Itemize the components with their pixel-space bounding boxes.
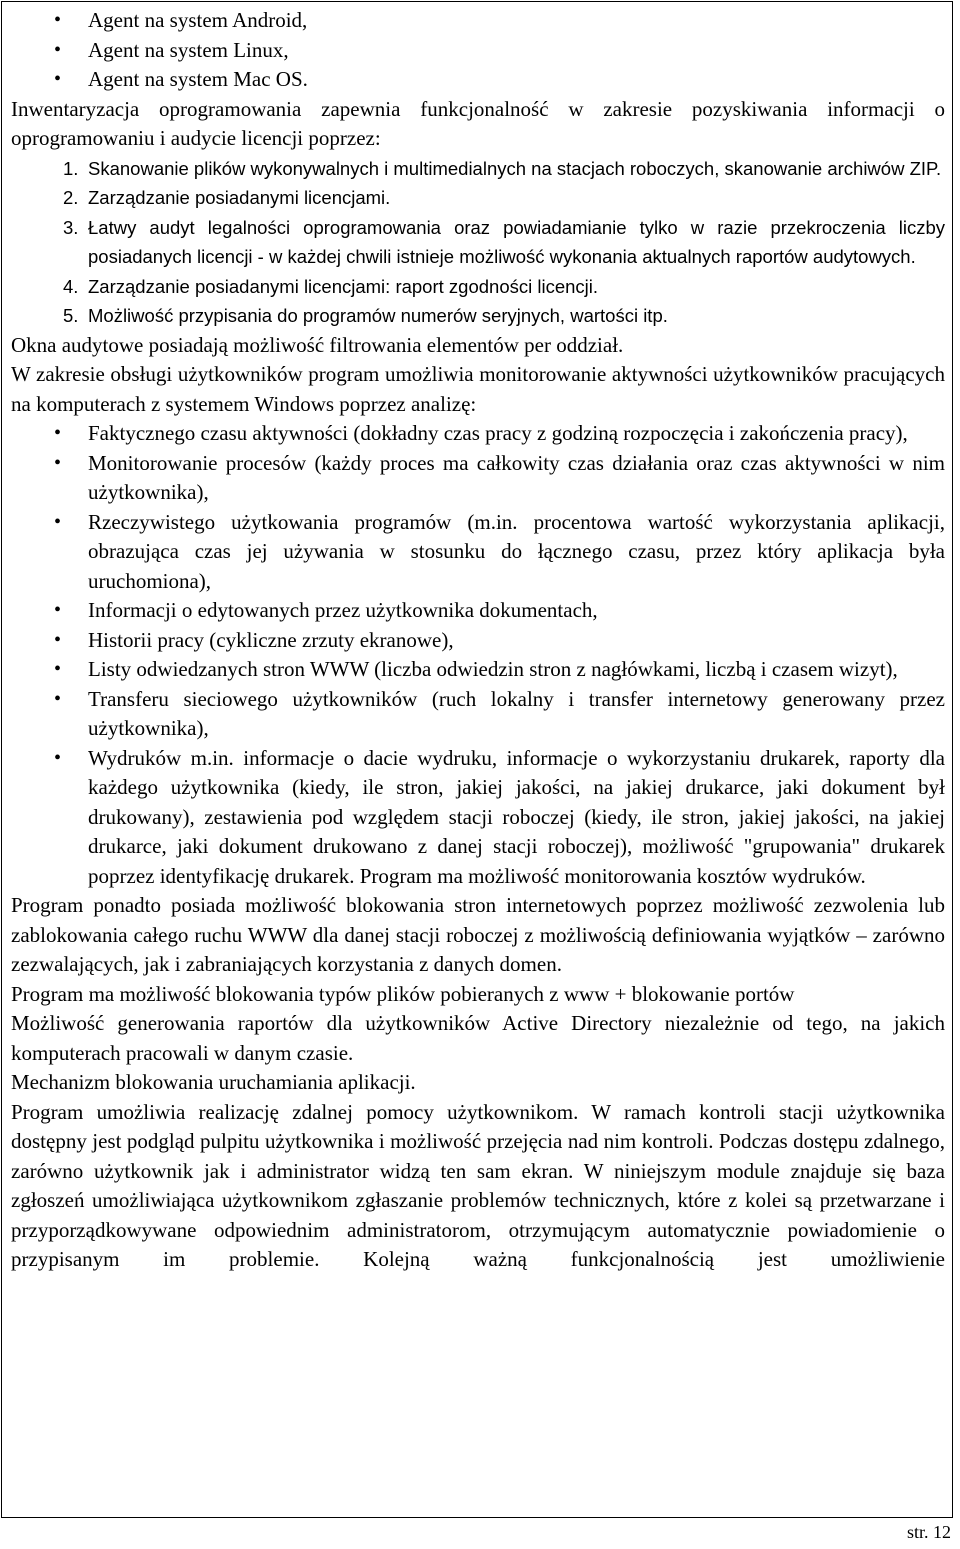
item-text: Skanowanie plików wykonywalnych i multimedialnych na stacjach roboczych, skanowanie archiwów ZIP. <box>88 157 942 179</box>
page-frame <box>1 1 953 1518</box>
item-number: 4. <box>63 275 79 297</box>
app-blocking-paragraph: Mechanizm blokowania uruchamiania aplikacji. <box>11 1070 416 1094</box>
list-item: • Monitorowanie procesów (każdy proces ma całkowity czas działania oraz czas aktywności w nim użytkownika), <box>11 449 945 508</box>
file-blocking-paragraph: Program ma możliwość blokowania typów plików pobieranych z www + blokowanie portów <box>11 981 795 1006</box>
list-item <box>11 301 945 331</box>
user-monitoring-paragraph: W zakresie obsługi użytkowników program umożliwia monitorowanie aktywności użytkowników pracujących na komputerach z systemem Windows poprzez analizę: <box>11 362 945 416</box>
item-number: 3. <box>63 216 79 238</box>
remote-help-paragraph: Program umożliwia realizację zdalnej pomocy użytkownikom. W ramach kontroli stacji użytkownika dostępny jest podgląd pulpitu użytkownika i możliwość przejęcia nad nim kontroli. Podczas dostępu zdalnego, zarówno użytkownik jak i administrator widzą ten sam ekran. W niniejszym module znajduje się baza zgłoszeń umożliwiająca użytkownikom zgłaszanie problemów technicznych, które z kolei są przetwarzane i przyporządkowywane odpowiednim administratorom, otrzymującym automatycznie powiadomienie o przypisanym im problemie. Kolejną ważną funkcjonalnością jest umożliwienie <box>11 1099 945 1271</box>
item-text: Zarządzanie posiadanymi licencjami: raport zgodności licencji. <box>88 275 599 297</box>
analysis-list <box>11 419 945 891</box>
web-blocking-paragraph: Program ponadto posiada możliwość blokowania stron internetowych poprzez możliwość zezwolenia lub zablokowania całego ruchu WWW dla danej stacji roboczej z możliwością definiowania wyjątków – zarówno zezwalających, jak i zabraniających korzystania z danych domen. <box>11 893 945 976</box>
inventory-paragraph: Inwentaryzacja oprogramowania zapewnia funkcjonalność w zakresie pozyskiwania informacji o oprogramowaniu i audycie licencji poprzez: <box>11 96 945 150</box>
document-body <box>11 6 945 1275</box>
list-item: • Agent na system Linux, <box>11 36 945 66</box>
ad-reports-paragraph: Możliwość generowania raportów dla użytkowników Active Directory niezależnie od tego, na jakich komputerach pracowali w danym czasie. <box>11 1011 945 1065</box>
item-text: Zarządzanie posiadanymi licencjami. <box>88 187 391 208</box>
list-item: • Agent na system Mac OS. <box>11 65 945 95</box>
page-number: str. 12 <box>906 1522 951 1542</box>
list-item <box>11 272 945 302</box>
list-item: • Rzeczywistego użytkowania programów (m.in. procentowa wartość wykorzystania aplikacji, obrazująca czas jej używania w stosunku do łącznego czasu, przez który aplikacja była uruchomiona), <box>11 508 945 597</box>
list-item: • Informacji o edytowanych przez użytkownika dokumentach, <box>11 596 945 626</box>
item-text: Łatwy audyt legalności oprogramowania oraz powiadamianie tylko w razie przekroczenia liczby posiadanych licencji - w każdej chwili istnieje możliwość wykonania aktualnych raportów audytowych. <box>88 216 945 267</box>
list-item: • Agent na system Android, <box>11 6 945 36</box>
item-text: Możliwość przypisania do programów numerów seryjnych, wartości itp. <box>88 305 668 326</box>
list-item: • Wydruków m.in. informacje o dacie wydruku, informacje o wykorzystaniu drukarek, raporty dla każdego użytkownika (kiedy, ile stron, jakiej jakości, na jakiej drukarce, jaki dokument był drukowany), zestawienia pod względem stacji roboczej (kiedy, ile stron, jakiej jakości, na jakiej drukarce, jaki dokument drukowano z danej stacji roboczej), możliwość "grupowania" drukarek poprzez identyfikację drukarek. Program ma możliwość monitorowania kosztów wydruków. <box>11 744 945 892</box>
item-number: 5. <box>63 305 79 326</box>
list-item <box>11 154 945 184</box>
list-item: • Transferu sieciowego użytkowników (ruch lokalny i transfer internetowy generowany przez użytkownika), <box>11 685 945 744</box>
list-item: • Historii pracy (cykliczne zrzuty ekranowe), <box>11 626 945 656</box>
list-item: • Listy odwiedzanych stron WWW (liczba odwiedzin stron z nagłówkami, liczbą i czasem wizyt), <box>11 655 945 685</box>
audit-windows-paragraph: Okna audytowe posiadają możliwość filtrowania elementów per oddział. <box>11 332 624 357</box>
item-number: 1. <box>63 157 79 179</box>
list-item <box>11 183 945 213</box>
item-number: 2. <box>63 187 79 208</box>
inventory-numbered-list <box>11 154 945 331</box>
list-item <box>11 213 945 272</box>
agent-list <box>11 6 945 95</box>
list-item: • Faktycznego czasu aktywności (dokładny czas pracy z godziną rozpoczęcia i zakończenia pracy), <box>11 419 945 449</box>
